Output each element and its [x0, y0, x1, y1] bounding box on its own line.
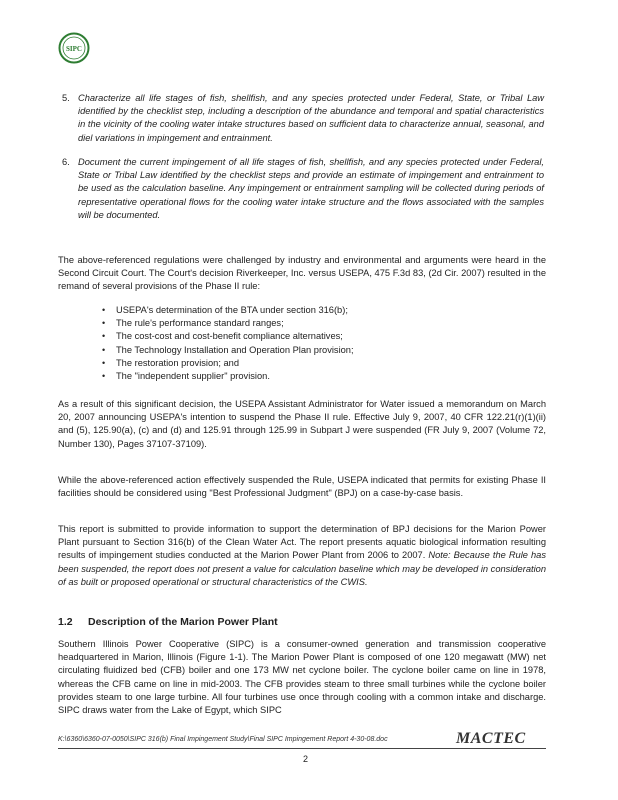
list-item: • The cost-cost and cost-benefit compliance alternatives;: [116, 330, 354, 343]
list-item: • USEPA's determination of the BTA under section 316(b);: [116, 304, 354, 317]
purpose-text: This report is submitted to provide information to support the determination of BPJ decisions for the Marion Power Plant pursuant to Section 316(b) of the Clean Water Act. The report presents aquatic biological information resulting results of impingement studies conducted at the Marion Power Plant from 2006 to 2007.: [58, 524, 546, 561]
page-number: 2: [303, 754, 309, 764]
section-title: Description of the Marion Power Plant: [88, 616, 278, 628]
purpose-note: Note: Because the Rule has been suspended, the report does not present a value for calculation baseline which may be developed in consideration of as built or proposed operational or structural characteristics of the CWIS.: [58, 550, 546, 587]
list-item: • The Technology Installation and Operation Plan provision;: [116, 344, 354, 357]
sipc-logo: [58, 32, 90, 64]
section-heading: [58, 616, 278, 628]
requirement-number: 6.: [62, 157, 70, 167]
requirement-item: [62, 92, 544, 145]
footer-company: MACTEC: [456, 730, 526, 747]
requirement-number: 5.: [62, 93, 70, 103]
svg-text:SIPC: SIPC: [66, 45, 82, 53]
footer-divider: [58, 748, 546, 749]
list-item: • The rule's performance standard ranges;: [116, 317, 354, 330]
list-item: • The "independent supplier" provision.: [116, 370, 354, 383]
section-number: 1.2: [58, 616, 73, 628]
footer-file-reference: K:\6360\6360-07-0050\SIPC 316(b) Final Impingement Study\Final SIPC Impingement Report 4-30-08.doc: [58, 736, 388, 743]
requirement-text: Document the current impingement of all life stages of fish, shellfish, and any species protected under Federal, State or Tribal Law identified by the checklist steps and provide an estimate of impingement and entrainment to be used as the calculation baseline. Any impingement or entrainment sampling will be collected during periods of representative operational flows for the cooling water intake structure and the flows associated with the samples will be documented.: [78, 157, 544, 220]
mactec-logo: [456, 730, 526, 748]
description-paragraph: Southern Illinois Power Cooperative (SIPC) is a consumer-owned generation and transmission cooperative headquartered in Marion, Illinois (Figure 1-1). The Marion Power Plant is composed of one 120 megawatt (MW) net circulating fluidized bed (CFB) boiler and one 173 MW net cyclone boiler. The cyclone boiler came on line in 1978, whereas the CFB came on line in mid-2003. The CFB provides steam to three small turbines while the cyclone boiler provides steam to one large turbine. All four turbines use once through cooling with a common intake and discharge. SIPC draws water from the Lake of Egypt, which SIPC: [58, 639, 546, 716]
requirement-text: Characterize all life stages of fish, shellfish, and any species protected under Federal, State, or Tribal Law identified by the checklist step, including a description of the abundance and temporal and spatial characteristics in the vicinity of the cooling water intake structures based on sufficient data to characterize annual, seasonal, and diel variations in impingement and entrainment.: [78, 93, 544, 143]
list-item: • The restoration provision; and: [116, 357, 354, 370]
remanded-provisions-list: [116, 304, 354, 383]
bpj-paragraph: While the above-referenced action effectively suspended the Rule, USEPA indicated that permits for existing Phase II facilities should be considered using "Best Professional Judgment" (BPJ) on a case-by-case basis.: [58, 475, 546, 499]
challenge-paragraph: The above-referenced regulations were challenged by industry and environmental and arguments were heard in the Second Circuit Court. The Court's decision Riverkeeper, Inc. versus USEPA, 475 F.3d 83, (2d Cir. 2007) resulted in the remand of several provisions of the Phase II rule:: [58, 255, 546, 292]
purpose-paragraph: [58, 523, 546, 589]
requirement-item: [62, 156, 544, 222]
suspension-paragraph: As a result of this significant decision, the USEPA Assistant Administrator for Water issued a memorandum on March 20, 2007 announcing USEPA's intention to suspend the Phase II rule. Effective July 9, 2007, 40 CFR 122.21(r)(1)(ii) and (5), 125.90(a), (c) and (d) and 125.91 through 125.99 in Subpart J were suspended (FR July 9, 2007 (Volume 72, Number 130), Pages 37107-37109).: [58, 399, 546, 449]
